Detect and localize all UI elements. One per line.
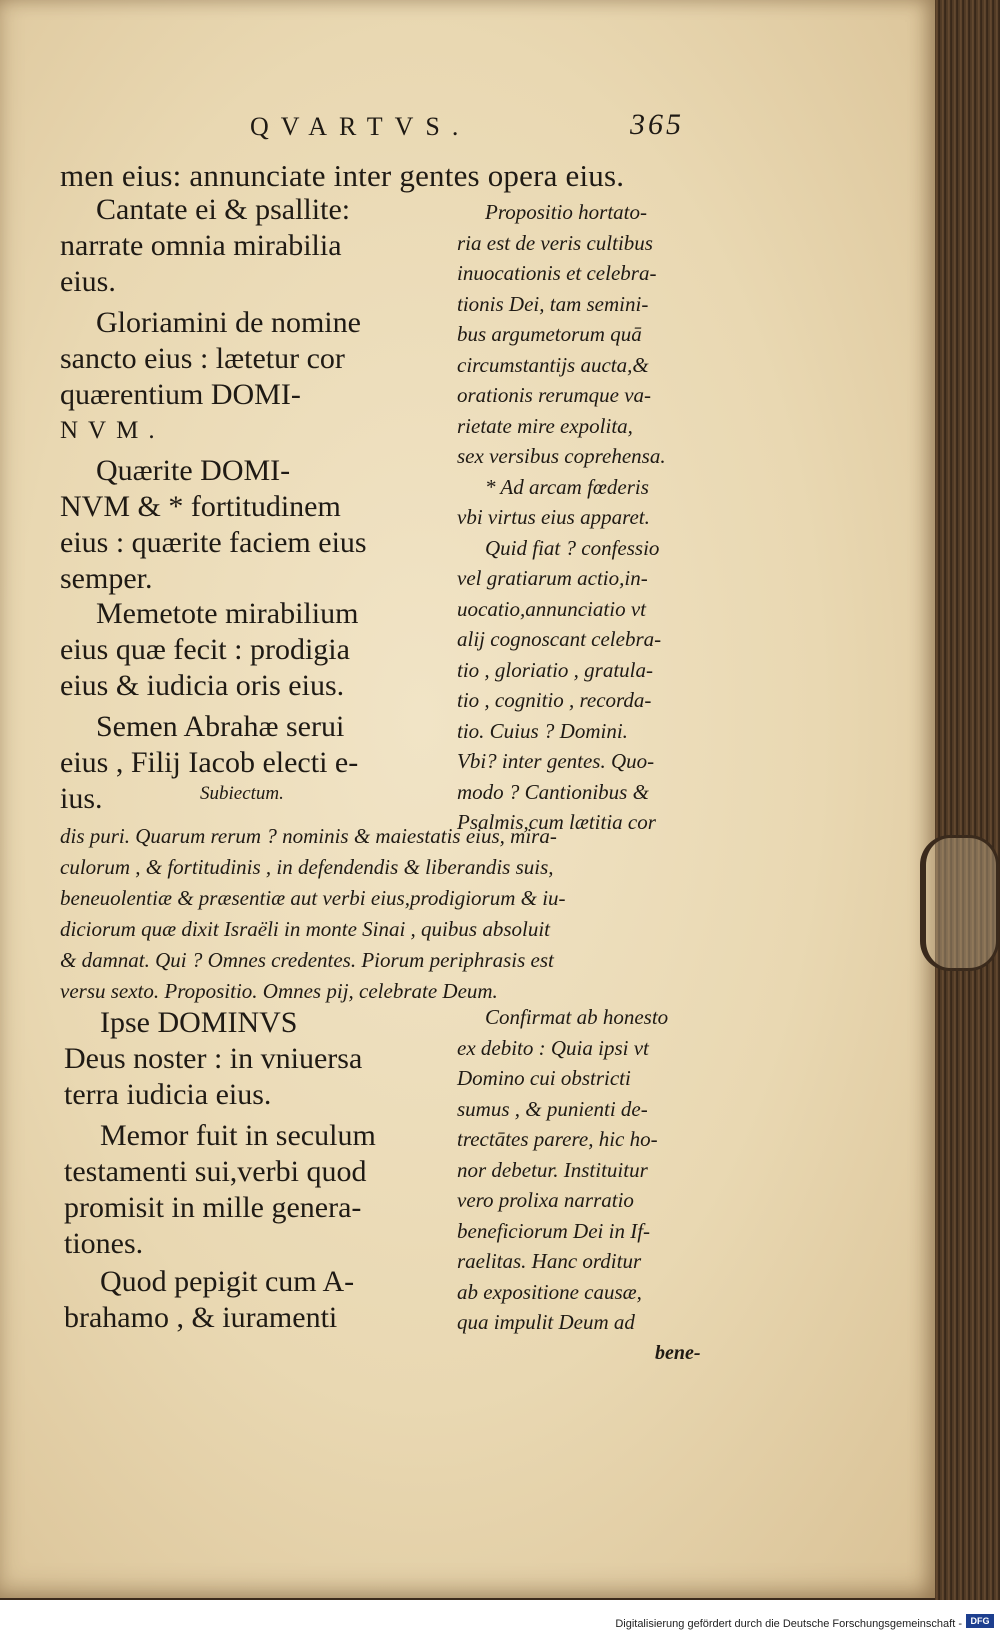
commentary-line: vero prolixa narratio <box>457 1188 634 1212</box>
commentary-line: trectātes parere, hic ho- <box>457 1127 658 1151</box>
commentary-wide-block <box>60 821 730 1007</box>
verse-line: Cantate ei & psallite: <box>96 193 351 226</box>
verse-line: Ipse DOMINVS <box>100 1006 298 1039</box>
verse-line: Semen Abrahæ serui <box>96 710 345 743</box>
commentary-line: inuocationis et celebra- <box>457 261 657 285</box>
subiectum-note: Subiectum. <box>200 783 284 804</box>
verse-7 <box>64 1118 444 1262</box>
commentary-line: Quid fiat ? confessio <box>485 535 660 560</box>
commentary-block-2 <box>457 1002 719 1338</box>
commentary-line: circumstantijs aucta,& <box>457 352 649 377</box>
commentary-line: tio , cognitio , recorda- <box>457 688 652 712</box>
commentary-line: Vbi? inter gentes. Quo- <box>457 749 655 773</box>
commentary-line: rietate mire expolita, <box>457 413 633 438</box>
commentary-line: bus argumetorum quā <box>457 322 642 346</box>
verse-8 <box>64 1264 444 1336</box>
verse-3 <box>60 453 440 597</box>
commentary-line: nor debetur. Instituitur <box>457 1157 648 1182</box>
commentary-line: vel gratiarum actio,in- <box>457 566 648 590</box>
commentary-line: culorum , & fortitudinis , in defendendis & liberandis suis, <box>60 855 554 879</box>
commentary-line: alij cognoscant celebra- <box>457 627 662 651</box>
verse-1 <box>60 192 440 300</box>
commentary-line: * Ad arcam fœderis <box>485 474 649 499</box>
footer-credit: Digitalisierung gefördert durch die Deutsche Forschungsgemeinschaft - <box>615 1618 962 1630</box>
verse-line: brahamo , & iuramenti <box>64 1301 338 1334</box>
verse-2 <box>60 305 440 449</box>
catchword: bene- <box>655 1342 701 1364</box>
commentary-line: Confirmat ab honesto <box>485 1005 669 1029</box>
verse-line: eius quæ fecit : prodigia <box>60 633 350 666</box>
running-title: QVARTVS. <box>250 112 471 141</box>
commentary-line: sex versibus coprehensa. <box>457 444 666 468</box>
commentary-line: Domino cui obstricti <box>457 1066 631 1090</box>
page-number: 365 <box>630 108 684 141</box>
commentary-line: ab expositione causæ, <box>457 1279 642 1304</box>
commentary-line: dis puri. Quarum rerum ? nominis & maiestatis eius, mira- <box>60 824 557 848</box>
commentary-line: tionis Dei, tam semini- <box>457 291 649 316</box>
verse-line: ius. <box>60 782 103 815</box>
verse-line: tiones. <box>64 1227 144 1260</box>
verse-6 <box>64 1005 444 1113</box>
commentary-line: vbi virtus eius apparet. <box>457 505 650 529</box>
verse-line: eius : quærite faciem eius <box>60 526 367 559</box>
verse-line: NVM & * fortitudinem <box>60 490 341 523</box>
verse-line: Memor fuit in seculum <box>100 1119 376 1152</box>
verse-line: eius & iudicia oris eius. <box>60 669 345 702</box>
commentary-line: sumus , & punienti de- <box>457 1096 648 1121</box>
commentary-line: tio. Cuius ? Domini. <box>457 718 628 743</box>
commentary-block-1 <box>457 197 719 838</box>
commentary-line: tio , gloriatio , gratula- <box>457 657 654 682</box>
book-fore-edge <box>935 0 1000 1600</box>
commentary-line: ria est de veris cultibus <box>457 230 653 255</box>
verse-line: eius , Filij Iacob electi e- <box>60 746 359 779</box>
book-clasp <box>920 835 999 971</box>
commentary-line: beneuolentiæ & præsentiæ aut verbi eius,prodigiorum & iu- <box>60 886 566 910</box>
verse-line: NVM. <box>60 417 165 444</box>
commentary-line: orationis rerumque va- <box>457 383 652 407</box>
verse-line: Quod pepigit cum A- <box>100 1265 355 1298</box>
verse-line: eius. <box>60 265 116 298</box>
verse-line: sancto eius : lætetur cor <box>60 342 345 375</box>
commentary-line: Psalmis,cum lætitia cor <box>457 810 656 834</box>
commentary-line: modo ? Cantionibus & <box>457 779 649 804</box>
verse-line: Gloriamini de nomine <box>96 306 361 339</box>
verse-line: Deus noster : in vniuersa <box>64 1042 363 1075</box>
commentary-line: & damnat. Qui ? Omnes credentes. Piorum periphrasis est <box>60 948 554 972</box>
verse-line: promisit in mille genera- <box>64 1191 362 1224</box>
commentary-line: diciorum quæ dixit Israëli in monte Sinai , quibus absoluit <box>60 917 550 941</box>
commentary-line: raelitas. Hanc orditur <box>457 1249 642 1273</box>
verse-line: terra iudicia eius. <box>64 1078 272 1111</box>
commentary-line: uocatio,annunciatio vt <box>457 596 646 621</box>
commentary-line: beneficiorum Dei in If- <box>457 1218 651 1243</box>
verse-line: Memetote mirabilium <box>96 597 359 630</box>
commentary-line: ex debito : Quia ipsi vt <box>457 1035 649 1060</box>
commentary-line: Propositio hortato- <box>485 200 647 224</box>
verse-line: Quærite DOMI- <box>96 454 291 487</box>
verse-line: semper. <box>60 562 153 595</box>
verse-line: quærentium DOMI- <box>60 378 301 411</box>
verse-line: testamenti sui,verbi quod <box>64 1155 367 1188</box>
dfg-logo: DFG <box>966 1614 994 1628</box>
verse-line: narrate omnia mirabilia <box>60 229 342 262</box>
commentary-line: qua impulit Deum ad <box>457 1310 635 1334</box>
commentary-line: versu sexto. Propositio. Omnes pij, celebrate Deum. <box>60 979 498 1003</box>
main-text-first-line: men eius: annunciate inter gentes opera eius. <box>60 158 625 193</box>
verse-4 <box>60 596 440 704</box>
